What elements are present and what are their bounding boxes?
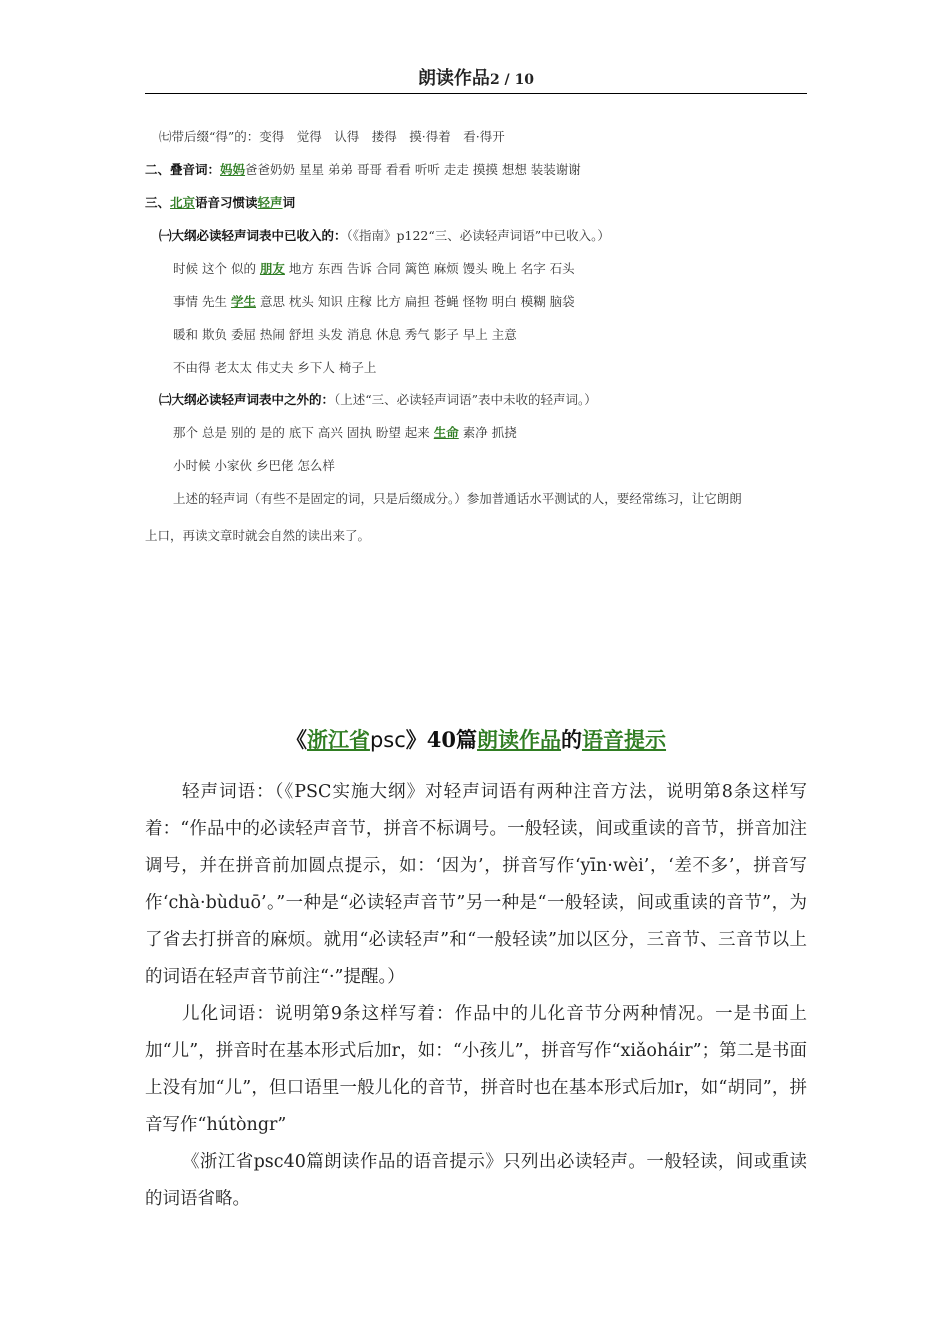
- link-xuesheng[interactable]: 学生: [230, 294, 256, 309]
- word-row-6: 小时候 小家伙 乡巴佬 怎么样: [173, 458, 335, 473]
- link-pengyou[interactable]: 朋友: [259, 261, 285, 276]
- header-page-sep: /: [499, 72, 515, 88]
- paragraph-summary: 《浙江省psc40篇朗读作品的语音提示》只列出必读轻声。一般轻读，间或重读的词语省略。: [145, 1152, 807, 1209]
- header-title: 朗读作品: [417, 68, 490, 89]
- title-link-tips[interactable]: 语音提示: [582, 727, 667, 752]
- paragraph-qingsheng: 轻声词语：（《PSC实施大纲》对轻声词语有两种注音方法，说明第8条这样写着：“作品中的必读轻声音节，拼音不标调号。一般轻读，间或重读的音节，拼音加注调号，并在拼音前加圆点提示，如：‘因为’，拼音写作‘yīn·wèi’，‘差不多’，拼音写作‘chà·bùduō’。”一种是“必读轻声音节”另一种是“一般轻读，间或重读的音节”，为了省去打拼音的麻烦。就用“必读轻声”和“一般轻读”加以区分，三音节、三音节以上的词语在轻声音节前注“·”提醒。）: [145, 782, 807, 987]
- section-title: 《浙江省psc》40篇朗读作品的语音提示: [285, 727, 667, 752]
- section-heading-beijing: 三、北京语音习惯读轻声词: [145, 195, 296, 210]
- link-mama[interactable]: 妈妈: [220, 162, 246, 177]
- line-suffix-de: ㈦带后缀“得”的：变得 觉得 认得 搂得 摸·得着 看·得开: [159, 129, 505, 144]
- body-text: [145, 774, 807, 1218]
- header-page-number: 2: [489, 72, 500, 88]
- link-shengming[interactable]: 生命: [433, 425, 459, 440]
- word-row-5: 那个 总是 别的 是的 底下 高兴 固执 盼望 起来 生命 素净 抓挠: [173, 425, 517, 440]
- note-line-2: 上口，再读文章时就会自然的读出来了。: [145, 528, 371, 543]
- header-page-total: 10: [514, 72, 535, 88]
- subheading-included: ㈠大纲必读轻声词表中已收入的：（《指南》p122“三、必读轻声词语”中已收入。）: [159, 228, 610, 243]
- link-beijing[interactable]: 北京: [170, 195, 196, 210]
- title-link-works[interactable]: 朗读作品: [477, 727, 562, 752]
- page-header: [145, 64, 807, 90]
- subheading-excluded: ㈡大纲必读轻声词表中之外的：（上述“三、必读轻声词语”表中未收的轻声词。）: [159, 392, 597, 407]
- note-line-1: 上述的轻声词（有些不是固定的词，只是后缀成分。）参加普通话水平测试的人，要经常练习，让它朗朗: [173, 491, 742, 506]
- link-qingsheng[interactable]: 轻声: [257, 195, 283, 210]
- title-link-zhejiang[interactable]: 浙江省: [306, 727, 370, 752]
- word-row-4: 不由得 老太太 伟丈夫 乡下人 椅子上: [173, 360, 377, 375]
- word-row-2: 事情 先生 学生 意思 枕头 知识 庄稼 比方 扁担 苍蝇 怪物 明白 模糊 脑袋: [173, 294, 575, 309]
- word-row-3: 暖和 欺负 委屈 热闹 舒坦 头发 消息 休息 秀气 影子 早上 主意: [173, 327, 517, 342]
- header-rule: [145, 93, 807, 94]
- paragraph-erhua: 儿化词语：说明第9条这样写着：作品中的儿化音节分两种情况。一是书面上加“儿”，拼音时在基本形式后加r，如：“小孩儿”，拼音写作“xiǎoháir”；第二是书面上没有加“儿”，但口语里一般儿化的音节，拼音时也在基本形式后加r，如“胡同”，拼音写作“hútòngr”: [145, 1004, 807, 1135]
- word-row-1: 时候 这个 似的 朋友 地方 东西 告诉 合同 篱笆 麻烦 馒头 晚上 名字 石头: [173, 261, 575, 276]
- line-reduplicated: 二、叠音词：妈妈爸爸奶奶 星星 弟弟 哥哥 看看 听听 走走 摸摸 想想 装装谢谢: [145, 162, 581, 177]
